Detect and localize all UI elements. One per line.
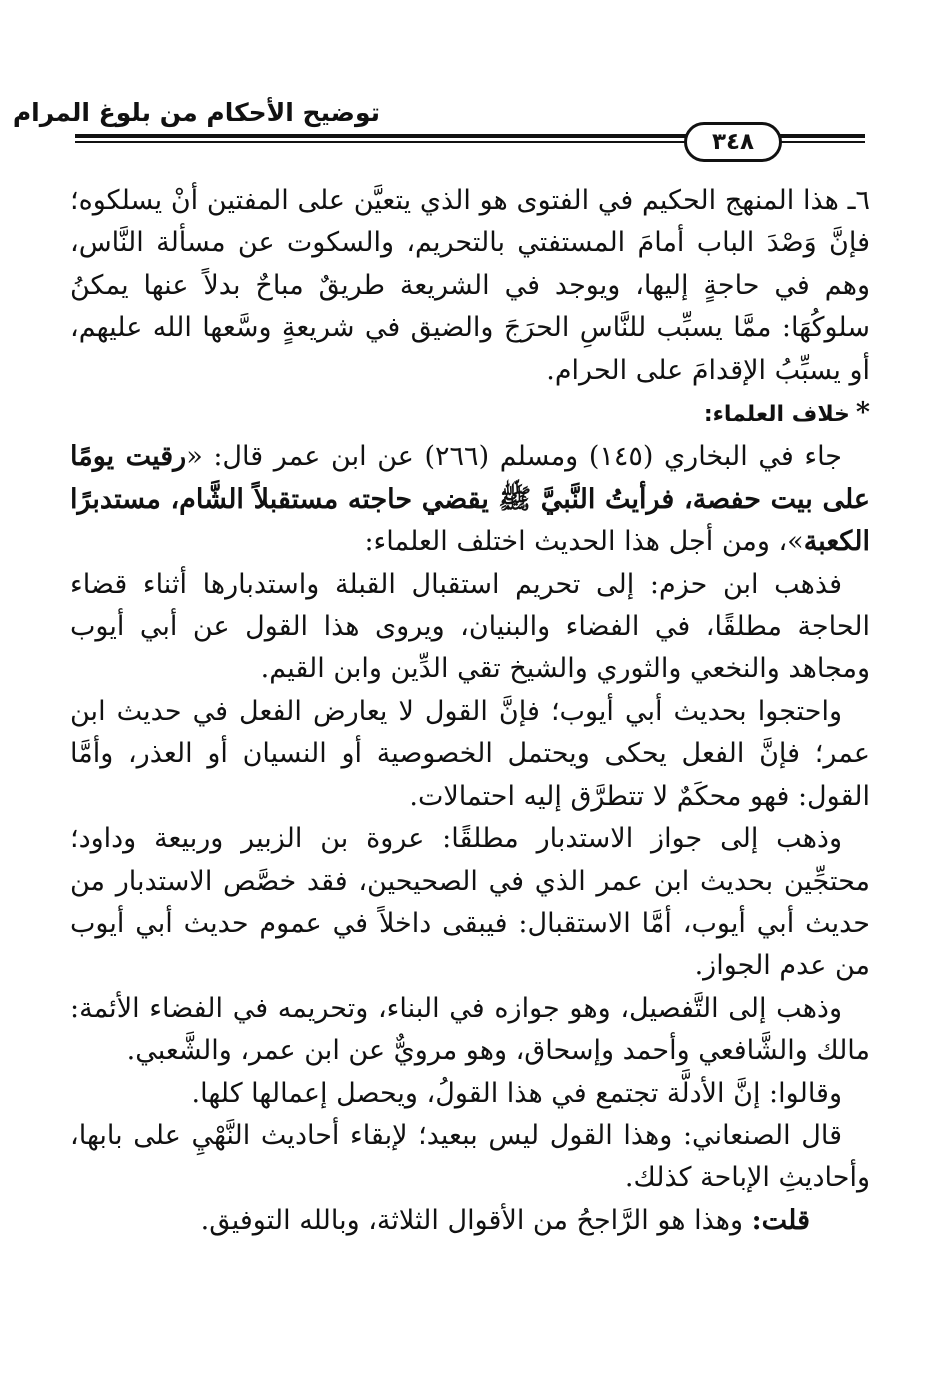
section-heading	[70, 392, 870, 436]
paragraph-qalu: وقالوا: إنَّ الأدلَّة تجتمع في هذا القولُ، ويحصل إعمالها كلها.	[191, 1077, 842, 1109]
hadith-intro: جاء في البخاري (١٤٥) ومسلم (٢٦٦) عن ابن عمر قال: «	[186, 441, 842, 473]
hadith-outro: »، ومن أجل هذا الحديث اختلف العلماء:	[364, 526, 804, 558]
hadith-quote: رقيت يومًا على بيت حفصة، فرأيتُ النَّبيَّ ﷺ يقضي حاجته مستقبلاً الشَّام، مستدبرًا الكعبة	[70, 441, 870, 558]
paragraph-sanani: قال الصنعاني: وهذا القول ليس ببعيد؛ لإبقاء أحاديث النَّهْيِ على بابها، وأحاديثِ الإباحة كذلك.	[70, 1119, 870, 1194]
paragraph-evidence: واحتجوا بحديث أبي أيوب؛ فإنَّ القول لا يعارض الفعل في حديث ابن عمر؛ فإنَّ الفعل يحكى ويحتمل الخصوصية أو النسيان أو العذر، وأمَّا القول: فهو محكَمٌ لا تتطرَّق إليه احتمالات.	[70, 695, 870, 812]
asterisk-icon: *	[855, 397, 870, 429]
paragraph-point-6: ٦ـ هذا المنهج الحكيم في الفتوى هو الذي يتعيَّن على المفتين أنْ يسلكوه؛ فإنَّ وَصْدَ الباب أمامَ المستفتي بالتحريم، والسكوت عن مسألة النَّاس، وهم في حاجةٍ إليها، ويوجد في الشريعة طريقٌ مباحٌ بدلاً عنها يمكنُ سلوكُهَا: ممَّا يسبِّب للنَّاسِ الحرَجَ والضيق في شريعةٍ وسَّعها الله عليهم، أو يسبِّبُ الإقدامَ على الحرام.	[70, 185, 870, 386]
book-title: توضيح الأحكام من بلوغ المرام	[12, 98, 380, 127]
page-body	[70, 180, 870, 1242]
page-number: ٣٤٨	[684, 122, 782, 162]
conclusion-label: قلت:	[751, 1204, 810, 1236]
paragraph-hadith	[70, 436, 870, 563]
paragraph-istidbar: وذهب إلى جواز الاستدبار مطلقًا: عروة بن الزبير وربيعة وداود؛ محتجِّين بحديث ابن عمر الذي في الصحيحين، فقد خصَّص الاستدبار من حديث أبي أيوب، أمَّا الاستقبال: فيبقى داخلاً في عموم حديث أبي أيوب من عدم الجواز.	[70, 823, 870, 982]
paragraph-tafsil: وذهب إلى التَّفصيل، وهو جوازه في البناء، وتحريمه في الفضاء الأئمة: مالك والشَّافعي وأحمد وإسحاق، وهو مرويٌّ عن ابن عمر، والشَّعبي.	[70, 992, 870, 1067]
conclusion-text: وهذا هو الرَّاجحُ من الأقوال الثلاثة، وبالله التوفيق.	[200, 1204, 752, 1236]
paragraph-ibn-hazm: فذهب ابن حزم: إلى تحريم استقبال القبلة واستدبارها أثناء قضاء الحاجة مطلقًا، في الفضاء والبنيان، ويروى هذا القول عن أبي أيوب ومجاهد والنخعي والثوري والشيخ تقي الدِّين وابن القيم.	[70, 568, 870, 685]
paragraph-conclusion	[70, 1200, 870, 1242]
section-heading-text: خلاف العلماء:	[703, 402, 850, 428]
